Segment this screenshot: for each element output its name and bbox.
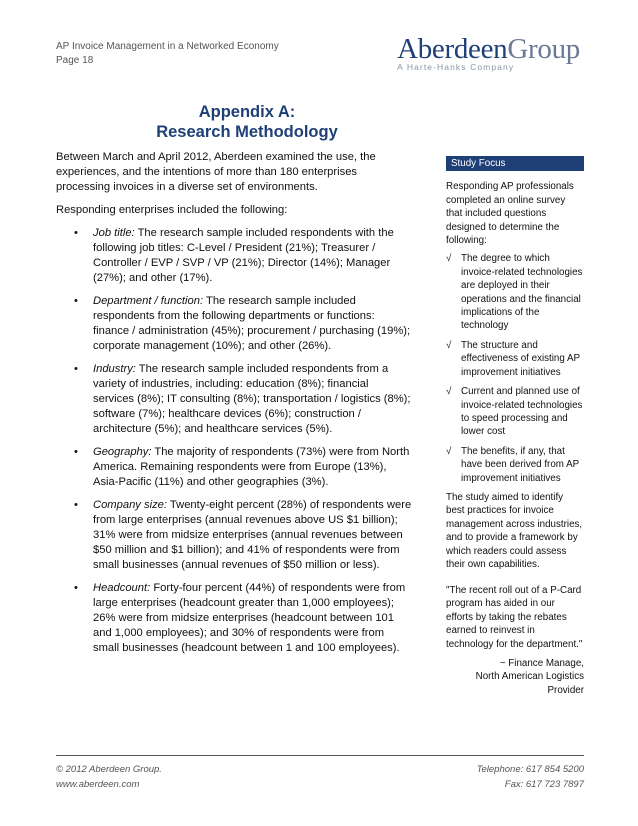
checkmark-icon: √ [446,253,452,265]
bullet-icon: • [74,446,78,458]
testimonial-quote [446,584,584,697]
quote-attribution [446,657,584,697]
checkmark-icon: √ [446,339,452,351]
focus-item-text: The benefits, if any, that have been derived from AP improvement initiatives [461,445,580,484]
title-line-2: Research Methodology [156,123,338,141]
focus-item-text: Current and planned use of invoice-related technologies to speed processing and lower cost [461,386,583,438]
footer-right [477,762,584,792]
footer-divider [56,755,584,756]
logo-word-aberdeen: Aberdeen [397,33,508,65]
item-label: Department / function: [93,295,204,307]
bullet-icon: • [74,363,78,375]
running-header [56,40,279,68]
focus-item-text: The structure and effectiveness of existing AP improvement initiatives [461,339,580,378]
doc-title: AP Invoice Management in a Networked Economy [56,41,279,52]
sidebar-intro: Responding AP professionals completed an online survey that included questions designed to determine the following: [446,181,574,247]
website-link[interactable]: www.aberdeen.com [56,779,140,790]
logo-wordmark [397,34,580,64]
item-label: Job title: [93,227,135,239]
attribution-line-2: North American Logistics [475,671,584,683]
item-text: Twenty-eight percent (28%) of respondents were from large enterprises (annual revenues above US $1 billion); 31% were from midsize enterprises (annual revenues between $50 million and $1 billion); and 41% of respondents were from small businesses (annual revenues of $50 million or less). [93,499,412,571]
study-focus-sidebar [446,156,584,576]
checkmark-icon: √ [446,386,452,398]
item-label: Company size: [93,499,167,511]
lead-paragraph: Responding enterprises included the following: [56,204,288,216]
bullet-icon: • [74,295,78,307]
list-item [446,252,584,332]
page-title [56,102,438,142]
sidebar-closing: The study aimed to identify best practices for invoice management across industries, and to provide a framework by which readers could assess their own capabilities. [446,491,583,570]
item-label: Geography: [93,446,152,458]
item-text: The majority of respondents (73%) were from North America. Remaining respondents were from Europe (13%), Asia-Pacific (11%) and other geographies (3%). [93,446,410,488]
item-text: The research sample included respondents with the following job titles: C-Level / President (21%); Treasurer / Controller / EVP / SVP / VP (21%); Director (14%); Manager (27%); and other (17%). [93,227,394,284]
copyright: © 2012 Aberdeen Group. [56,764,162,775]
item-text: The research sample included respondents from the following departments or functions: finance / administration (45%); procurement / purchasing (19%); corporate management (10%); and other (26%). [93,295,411,352]
list-item [446,445,584,485]
aberdeen-logo [397,34,580,72]
list-item [446,385,584,439]
item-label: Headcount: [93,582,151,594]
footer-left [56,762,162,792]
checkmark-icon: √ [446,445,452,457]
list-item [56,226,412,286]
fax: Fax: 617 723 7897 [504,779,584,790]
bullet-icon: • [74,582,78,594]
study-focus-heading: Study Focus [446,156,584,171]
item-text: The research sample included respondents from a variety of industries, including: education (8%); financial services (8%); IT consulting (8%); transportation / logistics (8%); software (7%); healthcare devices (6%); construction / architecture (5%); and healthcare services (5%). [93,363,411,435]
logo-word-group: Group [507,33,580,65]
title-line-1: Appendix A: [198,103,296,121]
focus-item-text: The degree to which invoice-related technologies are deployed in their operations and the financial implications of the technology [461,253,583,332]
item-label: Industry: [93,363,136,375]
focus-list [446,252,584,485]
intro-paragraph: Between March and April 2012, Aberdeen examined the use, the experiences, and the intentions of more than 180 enterprises processing invoices in a diverse set of environments. [56,151,376,193]
list-item [446,339,584,379]
list-item [56,581,412,656]
bullet-icon: • [74,227,78,239]
quote-text: "The recent roll out of a P-Card program has aided in our efforts by taking the rebates earned to reinvest in technology for the department." [446,585,583,650]
attribution-line-3: Provider [547,684,584,696]
list-item [56,445,412,490]
logo-tagline: A Harte-Hanks Company [397,62,515,72]
bullet-icon: • [74,499,78,511]
page-number: Page 18 [56,55,94,66]
telephone: Telephone: 617 854 5200 [476,764,584,775]
attribution-line-1: ~ Finance Manage, [499,658,584,670]
list-item [56,362,412,437]
respondent-list [56,226,412,656]
list-item [56,498,412,573]
item-text: Forty-four percent (44%) of respondents were from large enterprises (headcount greater than 1,000 employees); 26% were from midsize enterprises (headcount between 101 and 1,000 employees); and 30% of respondents were from small businesses (headcount between 1 and 100 employees). [93,582,406,654]
main-body [56,150,412,664]
list-item [56,294,412,354]
